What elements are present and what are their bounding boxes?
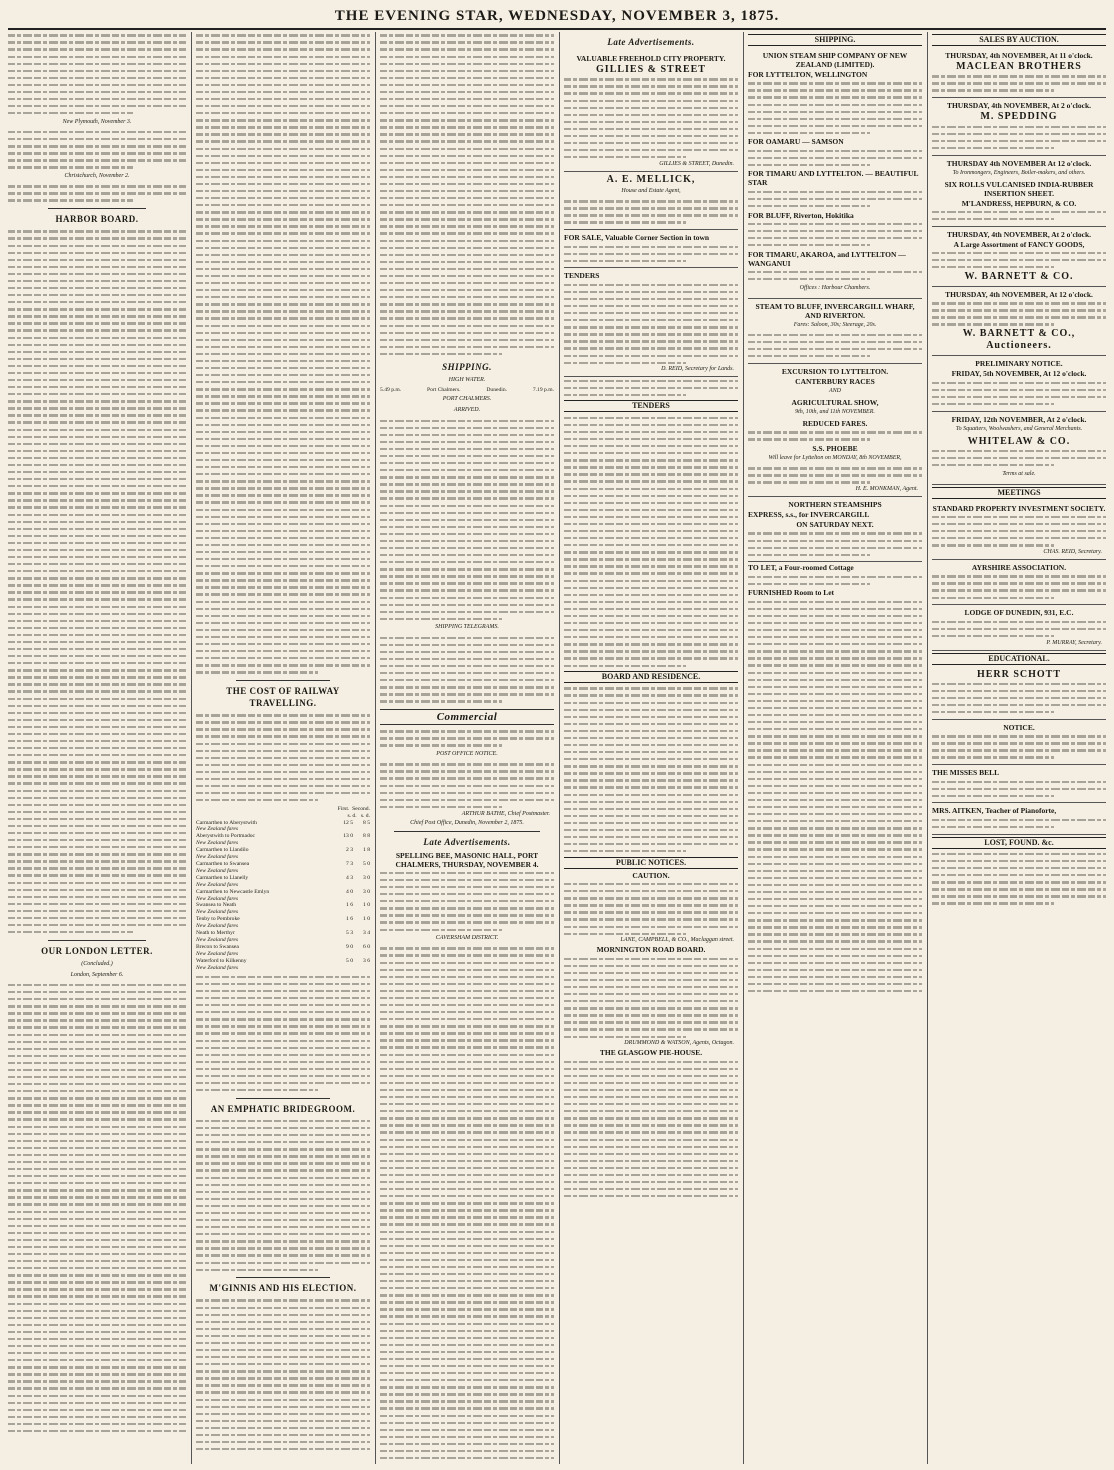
fares-row xyxy=(196,875,370,882)
fares-row xyxy=(196,826,370,833)
article-heading: OUR LONDON LETTER. xyxy=(41,945,153,956)
high-water-time-2: 7.19 p.m. xyxy=(532,387,554,394)
section-heading: PUBLIC NOTICES. xyxy=(564,857,738,869)
fares-route: Swansea to Neath xyxy=(196,902,237,909)
ad-title: SPELLING BEE, MASONIC HALL, PORT CHALMERS, THURSDAY, NOVEMBER 4. xyxy=(395,850,539,869)
fares-route: Waterford to Kilkenny xyxy=(196,957,247,964)
fare-first: 2 3 xyxy=(346,847,353,854)
fares-route: New Zealand fares xyxy=(196,964,239,971)
ad-title: STEAM TO BLUFF, INVERCARGILL WHARF, AND RIVERTON. xyxy=(755,301,915,320)
column-4 xyxy=(564,32,738,1464)
section-heading: Commercial xyxy=(380,709,554,725)
ad-date: THURSDAY 4th NOVEMBER At 12 o'clock. xyxy=(946,158,1092,168)
fares-unit-second: s. d. xyxy=(360,812,370,819)
fare-second: 1 8 xyxy=(363,847,370,854)
fare-first: 1 6 xyxy=(346,902,353,909)
ad-title: FURNISHED Room to Let xyxy=(748,588,835,598)
ad-title: FOR LYTTELTON, WELLINGTON xyxy=(748,70,868,79)
ad-title: MRS. AITKEN, Teacher of Pianoforte, xyxy=(932,806,1057,816)
high-water-heading: HIGH WATER. xyxy=(448,377,486,384)
ad-subtitle: Fares: Saloon, 30s; Steerage, 20s. xyxy=(793,321,877,328)
fares-values xyxy=(346,958,370,965)
fare-second: 8 5 xyxy=(363,819,370,826)
signature: P. MURRAY, Secretary. xyxy=(1046,639,1102,646)
ad-title: A Large Assortment of FANCY GOODS, xyxy=(953,239,1085,249)
ad-date: THURSDAY, 4th NOVEMBER, At 2 o'clock. xyxy=(946,101,1092,111)
high-water-row xyxy=(380,387,554,394)
fare-second: 3 0 xyxy=(363,874,370,881)
ad-name: M. SPEDDING xyxy=(980,111,1058,123)
section-heading: EDUCATIONAL. xyxy=(932,653,1106,665)
ad-title: AYRSHIRE ASSOCIATION. xyxy=(971,563,1067,572)
ad-title: CANTERBURY RACES xyxy=(795,376,875,386)
fares-route: Carmarthen to Newcastle Emlyn xyxy=(196,888,270,895)
fares-values xyxy=(360,965,370,972)
fare-first: 13 0 xyxy=(343,833,353,840)
fares-route: Aberystwith to Portmadoc xyxy=(196,833,256,840)
fare-second: 6 0 xyxy=(363,943,370,950)
fares-values xyxy=(346,944,370,951)
fares-row xyxy=(196,965,370,972)
fares-route: New Zealand fares xyxy=(196,950,239,957)
ad-name: WHITELAW & CO. xyxy=(967,435,1071,447)
fares-header-row xyxy=(196,806,370,813)
fares-route: Carmarthen to Llanelly xyxy=(196,874,249,881)
ad-title: PRELIMINARY NOTICE. xyxy=(975,359,1063,369)
ad-title: MORNINGTON ROAD BOARD. xyxy=(596,945,706,955)
ad-title: AGRICULTURAL SHOW, xyxy=(791,397,879,407)
fare-second: 1 0 xyxy=(363,916,370,923)
column-6 xyxy=(932,32,1106,1464)
column-rule xyxy=(375,32,376,1464)
ad-subtitle: To Ironmongers, Engineers, Boiler-makers, and others. xyxy=(952,169,1086,176)
fares-values xyxy=(360,882,370,889)
article-heading: HARBOR BOARD. xyxy=(55,214,139,225)
fare-second: 3 4 xyxy=(363,930,370,937)
section-heading: SHIPPING. xyxy=(442,362,492,373)
section-heading: MEETINGS xyxy=(932,487,1106,499)
fares-units-row xyxy=(196,813,370,820)
fares-route: New Zealand fares xyxy=(196,854,239,861)
fares-row xyxy=(196,923,370,930)
ad-name: GILLIES & STREET xyxy=(596,64,706,75)
fares-values xyxy=(343,820,370,827)
column-rule xyxy=(927,32,928,1464)
fare-second: 1 0 xyxy=(363,902,370,909)
fare-first: 1 6 xyxy=(346,916,353,923)
ad-title: NORTHERN STEAMSHIPS xyxy=(788,500,882,510)
fares-header-second: Second. xyxy=(352,805,370,812)
fares-values xyxy=(346,889,370,896)
section-heading: Late Advertisements. xyxy=(423,836,511,847)
ad-footer: Terms at sale. xyxy=(1002,470,1036,477)
ad-date: FRIDAY, 12th NOVEMBER, At 2 o'clock. xyxy=(951,414,1087,424)
fares-row xyxy=(196,958,370,965)
ad-title: EXPRESS, s.s., for INVERCARGILL xyxy=(748,510,870,520)
fare-second: 5 0 xyxy=(363,861,370,867)
fares-route: Tenby to Pembroke xyxy=(196,916,240,923)
ad-footer: Offices : Harbour Chambers. xyxy=(799,284,871,291)
fare-second: 3 6 xyxy=(363,957,370,964)
section-heading: SHIPPING. xyxy=(748,34,922,46)
fares-row xyxy=(196,882,370,889)
fares-route: Carmarthen to Aberystwith xyxy=(196,819,257,826)
section-heading: Late Advertisements. xyxy=(607,37,695,47)
fare-second: 3 0 xyxy=(363,888,370,895)
fares-row xyxy=(196,951,370,958)
ad-date: THURSDAY, 4th NOVEMBER, At 2 o'clock. xyxy=(946,229,1092,239)
fares-values xyxy=(360,868,370,875)
column-3 xyxy=(380,32,554,1464)
fare-first: 5 3 xyxy=(346,930,353,937)
fare-first: 4 3 xyxy=(346,874,353,881)
fares-row xyxy=(196,930,370,937)
ad-title: S.S. PHOEBE xyxy=(812,443,858,453)
notice-heading: POST OFFICE NOTICE. xyxy=(436,751,498,758)
ad-title: THE GLASGOW PIE-HOUSE. xyxy=(599,1048,703,1058)
fares-values xyxy=(360,896,370,903)
high-water-place-2: Dunedin. xyxy=(486,387,508,394)
signature: DRUMMOND & WATSON, Agents, Octagon. xyxy=(624,1040,734,1047)
fares-values xyxy=(360,840,370,847)
fares-row xyxy=(196,889,370,896)
dateline: New Plymouth, November 3. xyxy=(62,118,132,125)
ad-subtitle: Will leave for Lyttelton on MONDAY, 8th NOVEMBER, xyxy=(768,454,902,461)
fares-route: New Zealand fares xyxy=(196,936,239,943)
section-heading: BOARD AND RESIDENCE. xyxy=(564,671,738,683)
article-heading: M'GINNIS AND HIS ELECTION. xyxy=(209,1283,357,1294)
signature: ARTHUR BATHE, Chief Postmaster. xyxy=(461,810,550,817)
fares-route: New Zealand fares xyxy=(196,923,239,930)
fare-first: 4 0 xyxy=(346,888,353,895)
fares-values xyxy=(346,902,370,909)
fares-row xyxy=(196,854,370,861)
fare-first: 5 0 xyxy=(346,957,353,964)
column-1 xyxy=(8,32,186,1464)
fares-route: Neath to Merthyr xyxy=(196,930,235,937)
ad-date: THURSDAY, 4th NOVEMBER, At 12 o'clock. xyxy=(945,289,1093,299)
ad-title: THE MISSES BELL xyxy=(932,768,1000,778)
ad-name: W. BARNETT & CO. xyxy=(964,270,1074,282)
fares-route: Brecon to Swansea xyxy=(196,943,239,950)
ad-title: TENDERS xyxy=(564,271,600,281)
article-heading: THE COST OF RAILWAY TRAVELLING. xyxy=(226,685,340,708)
ad-title: CAVERSHAM DISTRICT. xyxy=(435,935,499,942)
fares-header-first: First. xyxy=(337,805,350,812)
masthead-title: THE EVENING STAR, WEDNESDAY, NOVEMBER 3, 1875. xyxy=(334,8,780,24)
fares-route: New Zealand fares xyxy=(196,826,239,833)
fares-route: New Zealand fares xyxy=(196,867,239,874)
fares-row xyxy=(196,937,370,944)
ad-title: TO LET, a Four-roomed Cottage xyxy=(748,563,854,573)
ad-name: MACLEAN BROTHERS xyxy=(956,61,1082,72)
fares-unit-first: s. d. xyxy=(347,812,357,819)
column-2 xyxy=(196,32,370,1464)
column-rule xyxy=(559,32,560,1464)
fares-route: Carmarthen to Llandilo xyxy=(196,847,249,854)
masthead xyxy=(8,6,1106,30)
ad-name: M'LANDRESS, HEPBURN, & CO. xyxy=(961,198,1077,208)
ad-and: AND xyxy=(829,387,841,394)
dateline: Christchurch, November 2. xyxy=(64,173,130,180)
ad-title: UNION STEAM SHIP COMPANY OF NEW ZEALAND (LIMITED). xyxy=(762,51,908,69)
fares-row xyxy=(196,896,370,903)
fares-row xyxy=(196,944,370,951)
ad-title: CAUTION. xyxy=(632,870,670,880)
dateline: London, September 6. xyxy=(70,971,124,978)
fare-second: 8 8 xyxy=(363,833,370,840)
ad-title: FOR BLUFF, Riverton, Hokitika xyxy=(748,210,854,220)
ad-title: REDUCED FARES. xyxy=(802,418,868,428)
ad-date: FRIDAY, 5th NOVEMBER, At 12 o'clock. xyxy=(951,369,1087,379)
ad-title: ON SATURDAY NEXT. xyxy=(796,520,874,530)
fare-first: 7 3 xyxy=(346,861,353,867)
fares-values xyxy=(360,909,370,916)
fares-values xyxy=(346,930,370,937)
article-subheading: (Concluded.) xyxy=(81,960,113,967)
section-heading: LOST, FOUND. &c. xyxy=(932,837,1106,849)
fares-route: New Zealand fares xyxy=(196,881,239,888)
ad-subtitle: To Squatters, Woolwashers, and General Merchants. xyxy=(955,425,1083,432)
high-water-time-1: 5.49 p.m. xyxy=(380,387,402,394)
fares-table xyxy=(196,806,370,972)
ad-title: FOR TIMARU AND LYTTELTON. — BEAUTIFUL STAR xyxy=(748,169,919,188)
fare-first: 9 0 xyxy=(346,943,353,950)
ad-title: EXCURSION TO LYTTELTON. xyxy=(781,366,889,376)
article-heading: AN EMPHATIC BRIDEGROOM. xyxy=(210,1103,356,1114)
section-heading: SALES BY AUCTION. xyxy=(932,34,1106,46)
ad-name: W. BARNETT & CO., Auctioneers. xyxy=(962,328,1076,352)
signature: H. E. MONKMAN, Agent. xyxy=(855,486,918,493)
fares-route: Carmarthen to Swansea xyxy=(196,861,250,867)
fares-row xyxy=(196,909,370,916)
fares-values xyxy=(346,916,370,923)
ad-title: FOR TIMARU, AKAROA, and LYTTELTON — WANGANUI xyxy=(748,249,906,268)
ad-title: LODGE OF DUNEDIN, 931, E.C. xyxy=(964,608,1074,618)
high-water-place-1: Port Chalmers. xyxy=(426,387,461,394)
fares-values xyxy=(360,826,370,833)
dateline: Chief Post Office, Dunedin, November 2, 1875. xyxy=(410,819,524,826)
fares-values xyxy=(346,847,370,854)
signature: D. REID, Secretary for Lands. xyxy=(661,366,734,373)
arrivals-sub: ARRIVED. xyxy=(453,407,481,414)
ad-title: SIX ROLLS VULCANISED INDIA-RUBBER INSERTION SHEET. xyxy=(944,179,1094,198)
ad-date: THURSDAY, 4th NOVEMBER, At 11 o'clock. xyxy=(945,51,1093,60)
ad-subtitle: 9th, 10th, and 11th NOVEMBER. xyxy=(795,408,875,415)
fares-row xyxy=(196,868,370,875)
fares-values xyxy=(346,875,370,882)
fares-route: New Zealand fares xyxy=(196,840,239,847)
ad-name: A. E. MELLICK, xyxy=(606,173,696,185)
fares-row xyxy=(196,861,370,868)
signature: GILLIES & STREET, Dunedin. xyxy=(659,160,734,167)
arrivals-heading: PORT CHALMERS. xyxy=(442,396,492,403)
ad-title: NOTICE. xyxy=(1003,722,1035,732)
fares-values xyxy=(360,951,370,958)
fares-row xyxy=(196,840,370,847)
ad-title: STANDARD PROPERTY INVESTMENT SOCIETY. xyxy=(932,503,1106,513)
fares-values xyxy=(360,854,370,861)
signature: LANE, CAMPBELL, & CO., Maclaggan street. xyxy=(620,937,734,944)
fare-first: 12 5 xyxy=(343,819,353,826)
fares-values xyxy=(360,937,370,944)
fares-route: New Zealand fares xyxy=(196,909,239,916)
section-heading: TENDERS xyxy=(564,400,738,412)
fares-values xyxy=(343,833,370,840)
fares-values xyxy=(360,923,370,930)
ad-title: VALUABLE FREEHOLD CITY PROPERTY. xyxy=(576,54,726,63)
column-rule xyxy=(743,32,744,1464)
ad-title: FOR SALE, Valuable Corner Section in town xyxy=(564,233,710,243)
column-5 xyxy=(748,32,922,1464)
section-heading: SHIPPING TELEGRAMS. xyxy=(435,624,499,631)
fares-route: New Zealand fares xyxy=(196,895,239,902)
signature: CHAS. REID, Secretary. xyxy=(1043,549,1102,555)
column-rule xyxy=(191,32,192,1464)
ad-title: FOR OAMARU — SAMSON xyxy=(748,137,844,147)
ad-subtitle: House and Estate Agent, xyxy=(621,187,681,194)
ad-name: HERR SCHOTT xyxy=(976,668,1062,680)
fares-values xyxy=(346,861,370,868)
